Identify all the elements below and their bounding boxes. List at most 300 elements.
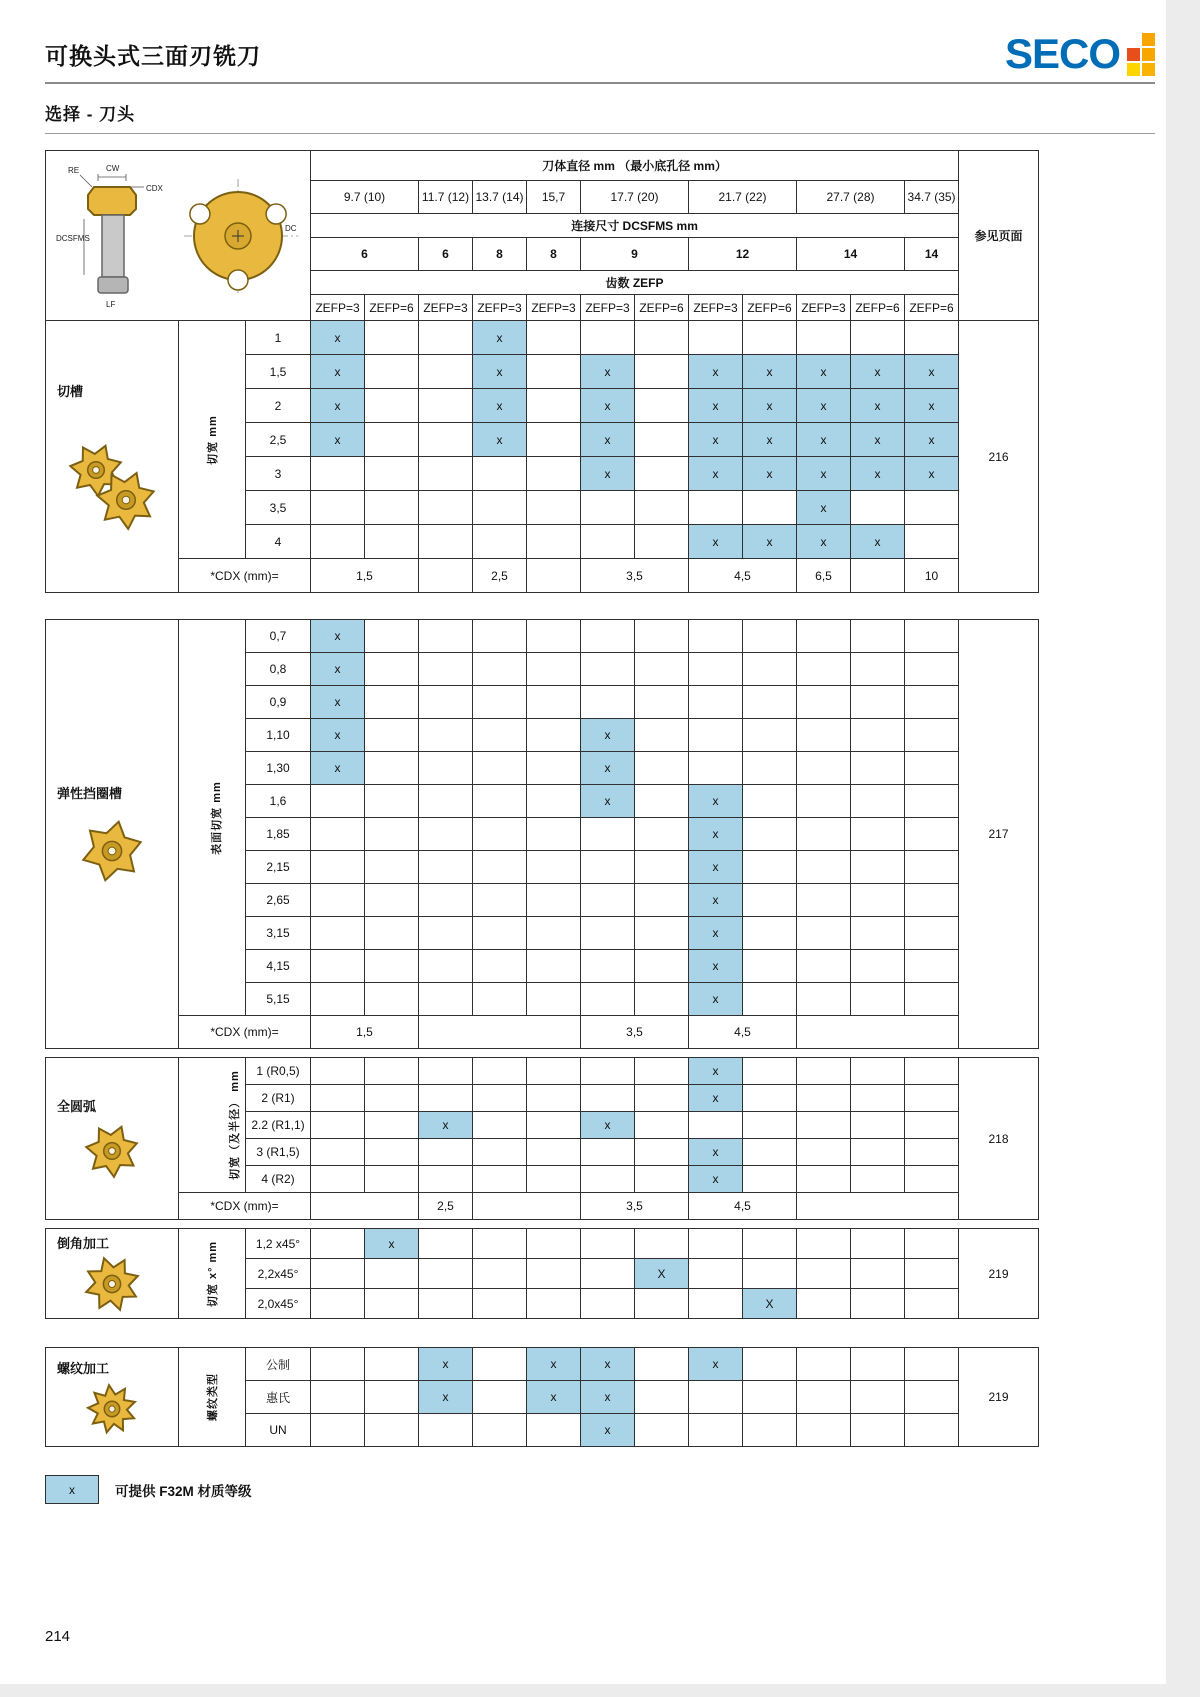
- availability-cell: [419, 355, 473, 389]
- availability-cell: [527, 884, 581, 917]
- availability-cell: [311, 525, 365, 559]
- seco-logo-text: SECO: [1004, 30, 1120, 77]
- availability-cell: [905, 1229, 959, 1259]
- availability-cell: [905, 950, 959, 983]
- availability-cell: x: [797, 355, 851, 389]
- section-label-cell: [46, 1058, 179, 1220]
- availability-cell: [635, 950, 689, 983]
- availability-cell: [635, 389, 689, 423]
- availability-cell: [797, 1112, 851, 1139]
- availability-cell: x: [905, 457, 959, 491]
- logo-square-icon: [1142, 33, 1155, 46]
- selection-table-4: [45, 1228, 1039, 1319]
- availability-cell: [797, 1259, 851, 1289]
- section-divider: [45, 133, 1155, 134]
- availability-cell: [743, 983, 797, 1016]
- availability-cell: [851, 785, 905, 818]
- availability-cell: [311, 983, 365, 1016]
- availability-cell: [635, 525, 689, 559]
- availability-cell: [581, 321, 635, 355]
- cdx-value: 3,5: [581, 1016, 689, 1049]
- connection-value: 12: [689, 238, 797, 271]
- diameter-value: 21.7 (22): [689, 181, 797, 214]
- availability-cell: [635, 1112, 689, 1139]
- availability-cell: [851, 1166, 905, 1193]
- availability-cell: [365, 1085, 419, 1112]
- section-label-cell: [46, 1348, 179, 1447]
- table-row: [46, 321, 1039, 355]
- availability-cell: [797, 653, 851, 686]
- availability-cell: [527, 851, 581, 884]
- availability-cell: [905, 1414, 959, 1447]
- availability-cell: [473, 917, 527, 950]
- availability-cell: [527, 653, 581, 686]
- availability-cell: [365, 653, 419, 686]
- diameter-value: 11.7 (12): [419, 181, 473, 214]
- availability-cell: x: [581, 719, 635, 752]
- cdx-label: *CDX (mm)=: [179, 1193, 311, 1220]
- availability-cell: [581, 818, 635, 851]
- seco-logo: [1004, 30, 1155, 77]
- availability-cell: [473, 491, 527, 525]
- availability-cell: [365, 1139, 419, 1166]
- availability-cell: [851, 1229, 905, 1259]
- availability-cell: [743, 818, 797, 851]
- availability-cell: [473, 719, 527, 752]
- availability-cell: [365, 1112, 419, 1139]
- availability-cell: [365, 620, 419, 653]
- availability-cell: [797, 1381, 851, 1414]
- availability-cell: [581, 1058, 635, 1085]
- availability-cell: [311, 884, 365, 917]
- availability-cell: [797, 851, 851, 884]
- page-ref-column-title: 参见页面: [959, 151, 1039, 321]
- availability-cell: [365, 1058, 419, 1085]
- cdx-value: 1,5: [311, 559, 419, 593]
- cutter-side-view-diagram: [54, 161, 176, 311]
- top-bar: [45, 28, 1155, 80]
- cdx-value: 10: [905, 559, 959, 593]
- availability-cell: [311, 1058, 365, 1085]
- availability-cell: [365, 686, 419, 719]
- availability-cell: x: [419, 1112, 473, 1139]
- availability-cell: x: [311, 423, 365, 457]
- availability-cell: [419, 1139, 473, 1166]
- availability-cell: [473, 1229, 527, 1259]
- availability-cell: x: [689, 818, 743, 851]
- row-label: 5,15: [246, 983, 311, 1016]
- availability-cell: [905, 785, 959, 818]
- availability-cell: x: [689, 423, 743, 457]
- availability-cell: [527, 719, 581, 752]
- selection-table-2: [45, 619, 1039, 1049]
- row-label: 4: [246, 525, 311, 559]
- availability-cell: x: [689, 389, 743, 423]
- availability-cell: x: [689, 950, 743, 983]
- row-label: 1,6: [246, 785, 311, 818]
- section-title: 倒角加工: [57, 1236, 110, 1251]
- page-number: 214: [45, 1628, 71, 1645]
- availability-cell: x: [689, 355, 743, 389]
- availability-cell: [743, 620, 797, 653]
- availability-cell: [743, 1381, 797, 1414]
- availability-cell: [419, 321, 473, 355]
- cdx-label: *CDX (mm)=: [179, 1016, 311, 1049]
- availability-cell: x: [311, 620, 365, 653]
- section-label-cell: [46, 321, 179, 593]
- availability-cell: [743, 1414, 797, 1447]
- availability-cell: [419, 917, 473, 950]
- cutter-product-image: [46, 816, 178, 889]
- availability-cell: x: [311, 321, 365, 355]
- availability-cell: [581, 1229, 635, 1259]
- availability-cell: [743, 950, 797, 983]
- availability-cell: [527, 457, 581, 491]
- availability-cell: [419, 1259, 473, 1289]
- availability-cell: x: [851, 423, 905, 457]
- availability-cell: [473, 851, 527, 884]
- availability-cell: [905, 525, 959, 559]
- connection-title: 连接尺寸 DCSFMS mm: [311, 214, 959, 238]
- availability-cell: [851, 620, 905, 653]
- availability-cell: x: [581, 1414, 635, 1447]
- row-label: 1 (R0,5): [246, 1058, 311, 1085]
- availability-cell: [419, 818, 473, 851]
- availability-cell: [635, 719, 689, 752]
- availability-cell: [635, 1139, 689, 1166]
- availability-cell: [635, 491, 689, 525]
- availability-cell: [851, 1348, 905, 1381]
- availability-cell: x: [473, 389, 527, 423]
- legend: [45, 1475, 1155, 1504]
- availability-cell: x: [689, 785, 743, 818]
- selection-table-1: [45, 150, 1039, 593]
- availability-cell: [473, 686, 527, 719]
- availability-cell: [905, 321, 959, 355]
- availability-cell: [635, 321, 689, 355]
- availability-cell: x: [581, 1112, 635, 1139]
- availability-cell: [905, 1348, 959, 1381]
- availability-cell: [743, 752, 797, 785]
- availability-cell: [851, 1289, 905, 1319]
- availability-cell: [905, 719, 959, 752]
- axis-label: 切宽（及半径） mm: [228, 1070, 241, 1180]
- availability-cell: [905, 653, 959, 686]
- availability-cell: [581, 620, 635, 653]
- availability-cell: [527, 1112, 581, 1139]
- availability-cell: [743, 321, 797, 355]
- axis-label-cell: [179, 321, 246, 559]
- availability-cell: x: [581, 1381, 635, 1414]
- row-label: 2,15: [246, 851, 311, 884]
- availability-cell: [419, 1229, 473, 1259]
- availability-cell: [689, 1381, 743, 1414]
- availability-cell: [905, 1166, 959, 1193]
- availability-cell: x: [581, 785, 635, 818]
- availability-cell: [527, 917, 581, 950]
- cdx-value: [419, 1016, 581, 1049]
- availability-cell: [419, 950, 473, 983]
- legend-mark-box: [45, 1475, 99, 1504]
- availability-cell: x: [419, 1381, 473, 1414]
- availability-cell: [743, 884, 797, 917]
- diameter-value: 15,7: [527, 181, 581, 214]
- availability-cell: [365, 1166, 419, 1193]
- section-title: 切槽: [57, 384, 84, 399]
- availability-cell: [473, 950, 527, 983]
- axis-label-cell: [179, 1348, 246, 1447]
- availability-cell: [473, 653, 527, 686]
- cdx-value: 3,5: [581, 559, 689, 593]
- zefp-label: ZEFP=6: [635, 295, 689, 321]
- availability-cell: [797, 917, 851, 950]
- availability-cell: [743, 1348, 797, 1381]
- row-label: 公制: [246, 1348, 311, 1381]
- availability-cell: [527, 1166, 581, 1193]
- availability-cell: [743, 719, 797, 752]
- availability-cell: [311, 491, 365, 525]
- availability-cell: [473, 525, 527, 559]
- availability-cell: [473, 1139, 527, 1166]
- availability-cell: X: [743, 1289, 797, 1319]
- availability-cell: x: [689, 1348, 743, 1381]
- availability-cell: [797, 884, 851, 917]
- legend-mark: x: [69, 1482, 75, 1497]
- availability-cell: [527, 355, 581, 389]
- availability-cell: [635, 917, 689, 950]
- row-label: 2,65: [246, 884, 311, 917]
- availability-cell: [311, 1166, 365, 1193]
- availability-cell: [743, 491, 797, 525]
- availability-cell: [473, 1381, 527, 1414]
- zefp-label: ZEFP=3: [419, 295, 473, 321]
- table-row: [46, 1058, 1039, 1085]
- availability-cell: [527, 1289, 581, 1319]
- availability-cell: [635, 1085, 689, 1112]
- cdx-value: [311, 1193, 419, 1220]
- availability-cell: [635, 1289, 689, 1319]
- availability-cell: x: [311, 686, 365, 719]
- availability-cell: [419, 1414, 473, 1447]
- availability-cell: [365, 1289, 419, 1319]
- row-label: 2.2 (R1,1): [246, 1112, 311, 1139]
- availability-cell: [527, 1414, 581, 1447]
- section-heading: 选择 - 刀头: [45, 105, 136, 124]
- svg-text:CW: CW: [106, 163, 120, 173]
- availability-cell: x: [689, 525, 743, 559]
- logo-square-icon: [1142, 63, 1155, 76]
- row-label: 0,9: [246, 686, 311, 719]
- axis-label-cell: [179, 620, 246, 1016]
- cdx-value: 2,5: [473, 559, 527, 593]
- row-label: 1,2 x45°: [246, 1229, 311, 1259]
- availability-cell: x: [473, 423, 527, 457]
- availability-cell: [311, 1229, 365, 1259]
- availability-cell: [905, 1381, 959, 1414]
- availability-cell: [689, 719, 743, 752]
- cdx-value: [797, 1193, 959, 1220]
- row-label: 3,5: [246, 491, 311, 525]
- availability-cell: [365, 423, 419, 457]
- availability-cell: [905, 1289, 959, 1319]
- selection-table-5: [45, 1347, 1039, 1447]
- page-edge-bottom: [0, 1684, 1200, 1697]
- availability-cell: [797, 719, 851, 752]
- cdx-value: [527, 559, 581, 593]
- availability-cell: [905, 983, 959, 1016]
- availability-cell: [689, 653, 743, 686]
- availability-cell: [905, 1259, 959, 1289]
- availability-cell: [689, 1414, 743, 1447]
- row-label: 3 (R1,5): [246, 1139, 311, 1166]
- availability-cell: [419, 653, 473, 686]
- availability-cell: x: [581, 423, 635, 457]
- diameter-value: 9.7 (10): [311, 181, 419, 214]
- availability-cell: x: [689, 983, 743, 1016]
- availability-cell: x: [905, 423, 959, 457]
- availability-cell: [419, 884, 473, 917]
- availability-cell: [473, 1166, 527, 1193]
- availability-cell: [365, 818, 419, 851]
- availability-cell: [743, 1259, 797, 1289]
- availability-cell: [905, 1058, 959, 1085]
- availability-cell: [527, 983, 581, 1016]
- connection-value: 14: [797, 238, 905, 271]
- row-label: 2,5: [246, 423, 311, 457]
- cdx-value: 1,5: [311, 1016, 419, 1049]
- availability-cell: x: [797, 525, 851, 559]
- availability-cell: x: [851, 457, 905, 491]
- availability-cell: [851, 686, 905, 719]
- availability-cell: [797, 1139, 851, 1166]
- row-label: 2,2x45°: [246, 1259, 311, 1289]
- availability-cell: [851, 1058, 905, 1085]
- availability-cell: [365, 457, 419, 491]
- legend-text: 可提供 F32M 材质等级: [115, 1483, 252, 1499]
- availability-cell: x: [797, 389, 851, 423]
- availability-cell: [851, 950, 905, 983]
- availability-cell: [797, 1229, 851, 1259]
- availability-cell: [851, 1381, 905, 1414]
- availability-cell: [743, 1112, 797, 1139]
- availability-cell: [311, 457, 365, 491]
- availability-cell: [419, 851, 473, 884]
- availability-cell: [527, 620, 581, 653]
- connection-value: 8: [527, 238, 581, 271]
- availability-cell: [743, 851, 797, 884]
- header-row: [46, 151, 1039, 181]
- availability-cell: [419, 620, 473, 653]
- availability-cell: [689, 1259, 743, 1289]
- availability-cell: [473, 620, 527, 653]
- availability-cell: [797, 1085, 851, 1112]
- availability-cell: [365, 525, 419, 559]
- connection-value: 8: [473, 238, 527, 271]
- cdx-row: [46, 1193, 1039, 1220]
- availability-cell: [635, 457, 689, 491]
- availability-cell: [365, 917, 419, 950]
- section-title: 螺纹加工: [57, 1360, 110, 1376]
- availability-cell: [689, 1289, 743, 1319]
- row-label: 1,30: [246, 752, 311, 785]
- availability-cell: [851, 884, 905, 917]
- availability-cell: [635, 423, 689, 457]
- availability-cell: [581, 491, 635, 525]
- seco-logo-squares-icon: [1127, 33, 1155, 76]
- axis-label: 切宽 mm: [207, 414, 219, 465]
- availability-cell: [419, 423, 473, 457]
- logo-square-icon: [1142, 48, 1155, 61]
- availability-cell: x: [311, 355, 365, 389]
- cdx-value: [797, 1016, 959, 1049]
- availability-cell: [311, 1381, 365, 1414]
- availability-cell: [311, 1259, 365, 1289]
- row-label: 1,10: [246, 719, 311, 752]
- availability-cell: [527, 818, 581, 851]
- availability-cell: [797, 983, 851, 1016]
- availability-cell: [365, 491, 419, 525]
- availability-cell: [797, 1414, 851, 1447]
- availability-cell: [365, 1348, 419, 1381]
- zefp-label: ZEFP=6: [905, 295, 959, 321]
- availability-cell: [581, 1259, 635, 1289]
- page-reference: 219: [959, 1229, 1039, 1319]
- availability-cell: [635, 355, 689, 389]
- availability-cell: [797, 321, 851, 355]
- availability-cell: [473, 818, 527, 851]
- availability-cell: [311, 1112, 365, 1139]
- availability-cell: x: [473, 321, 527, 355]
- availability-cell: [635, 1414, 689, 1447]
- availability-cell: [419, 1085, 473, 1112]
- availability-cell: [797, 950, 851, 983]
- availability-cell: [635, 1348, 689, 1381]
- selection-table-3: [45, 1057, 1039, 1220]
- cdx-value: 2,5: [419, 1193, 473, 1220]
- page-title: 可换头式三面刃铣刀: [45, 42, 261, 69]
- availability-cell: [473, 1348, 527, 1381]
- availability-cell: x: [311, 752, 365, 785]
- diameter-title: 刀体直径 mm （最小底孔径 mm）: [311, 151, 959, 181]
- row-label: 4,15: [246, 950, 311, 983]
- availability-cell: [473, 1414, 527, 1447]
- availability-cell: [419, 686, 473, 719]
- availability-cell: x: [581, 457, 635, 491]
- diameter-value: 17.7 (20): [581, 181, 689, 214]
- availability-cell: [797, 1289, 851, 1319]
- availability-cell: x: [311, 719, 365, 752]
- availability-cell: x: [743, 389, 797, 423]
- availability-cell: [419, 983, 473, 1016]
- availability-cell: [527, 389, 581, 423]
- availability-cell: [797, 818, 851, 851]
- row-label: 1,85: [246, 818, 311, 851]
- availability-cell: [473, 1112, 527, 1139]
- zefp-label: ZEFP=3: [689, 295, 743, 321]
- row-label: 2: [246, 389, 311, 423]
- availability-cell: [419, 457, 473, 491]
- availability-cell: [581, 1166, 635, 1193]
- availability-cell: x: [689, 917, 743, 950]
- availability-cell: [473, 457, 527, 491]
- availability-cell: x: [797, 423, 851, 457]
- availability-cell: x: [689, 884, 743, 917]
- row-label: UN: [246, 1414, 311, 1447]
- availability-cell: [419, 1058, 473, 1085]
- availability-cell: [311, 1139, 365, 1166]
- availability-cell: [419, 1289, 473, 1319]
- row-label: 2,0x45°: [246, 1289, 311, 1319]
